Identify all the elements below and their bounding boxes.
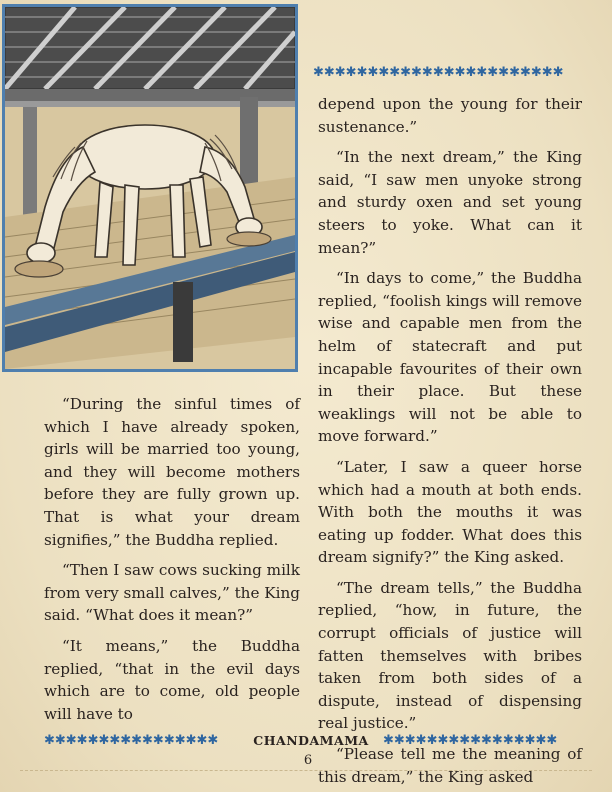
decorative-border-top: ✱✱✱✱✱✱✱✱✱✱✱✱✱✱✱✱✱✱✱✱✱✱✱	[313, 66, 564, 80]
paragraph: “It means,” the Buddha replied, “that in the evil days which are to come, old people will have to	[44, 636, 300, 723]
footer-divider	[20, 770, 592, 771]
horse-illustration	[5, 7, 295, 369]
page-number: 6	[303, 753, 313, 768]
paragraph: “In days to come,” the Buddha replied, “foolish kings will remove wise and capable men from the helm of statecraft and put incapable favourites of their own in their place. But these weaklings will not be able to move forward.”	[318, 269, 582, 446]
paragraph: “Please tell me the meaning of this dream,” the King asked	[318, 745, 582, 786]
paragraph: depend upon the young for their sustenance.”	[318, 95, 582, 136]
left-column	[44, 393, 300, 725]
paragraph: “In the next dream,” the King said, “I saw men unyoke strong and sturdy oxen and set young steers to yoke. What can it mean?”	[318, 148, 582, 257]
right-column	[318, 93, 582, 788]
paragraph: “Later, I saw a queer horse which had a mouth at both ends. With both the mouths it was eating up fodder. What does this dream signify?” the King asked.	[318, 457, 582, 567]
magazine-title: CHANDAMAMA	[253, 733, 369, 748]
paragraph: “Then I saw cows sucking milk from very small calves,” the King said. “What does it mean?”	[44, 561, 300, 625]
decorative-border-footer-right: ✱✱✱✱✱✱✱✱✱✱✱✱✱✱✱✱	[383, 734, 558, 748]
paragraph: “During the sinful times of which I have already spoken, girls will be married too young, and they will become mothers before they are fully grown up. That is what your dream signifies,” the Buddha replied.	[44, 395, 300, 549]
illustration-two-headed-horse	[2, 4, 298, 372]
paragraph: “The dream tells,” the Buddha replied, “how, in future, the corrupt officials of justice will fatten themselves with bribes taken from both sides of a dispute, instead of dispensing real justice.”	[318, 578, 582, 733]
decorative-border-footer-left: ✱✱✱✱✱✱✱✱✱✱✱✱✱✱✱✱	[44, 734, 219, 748]
